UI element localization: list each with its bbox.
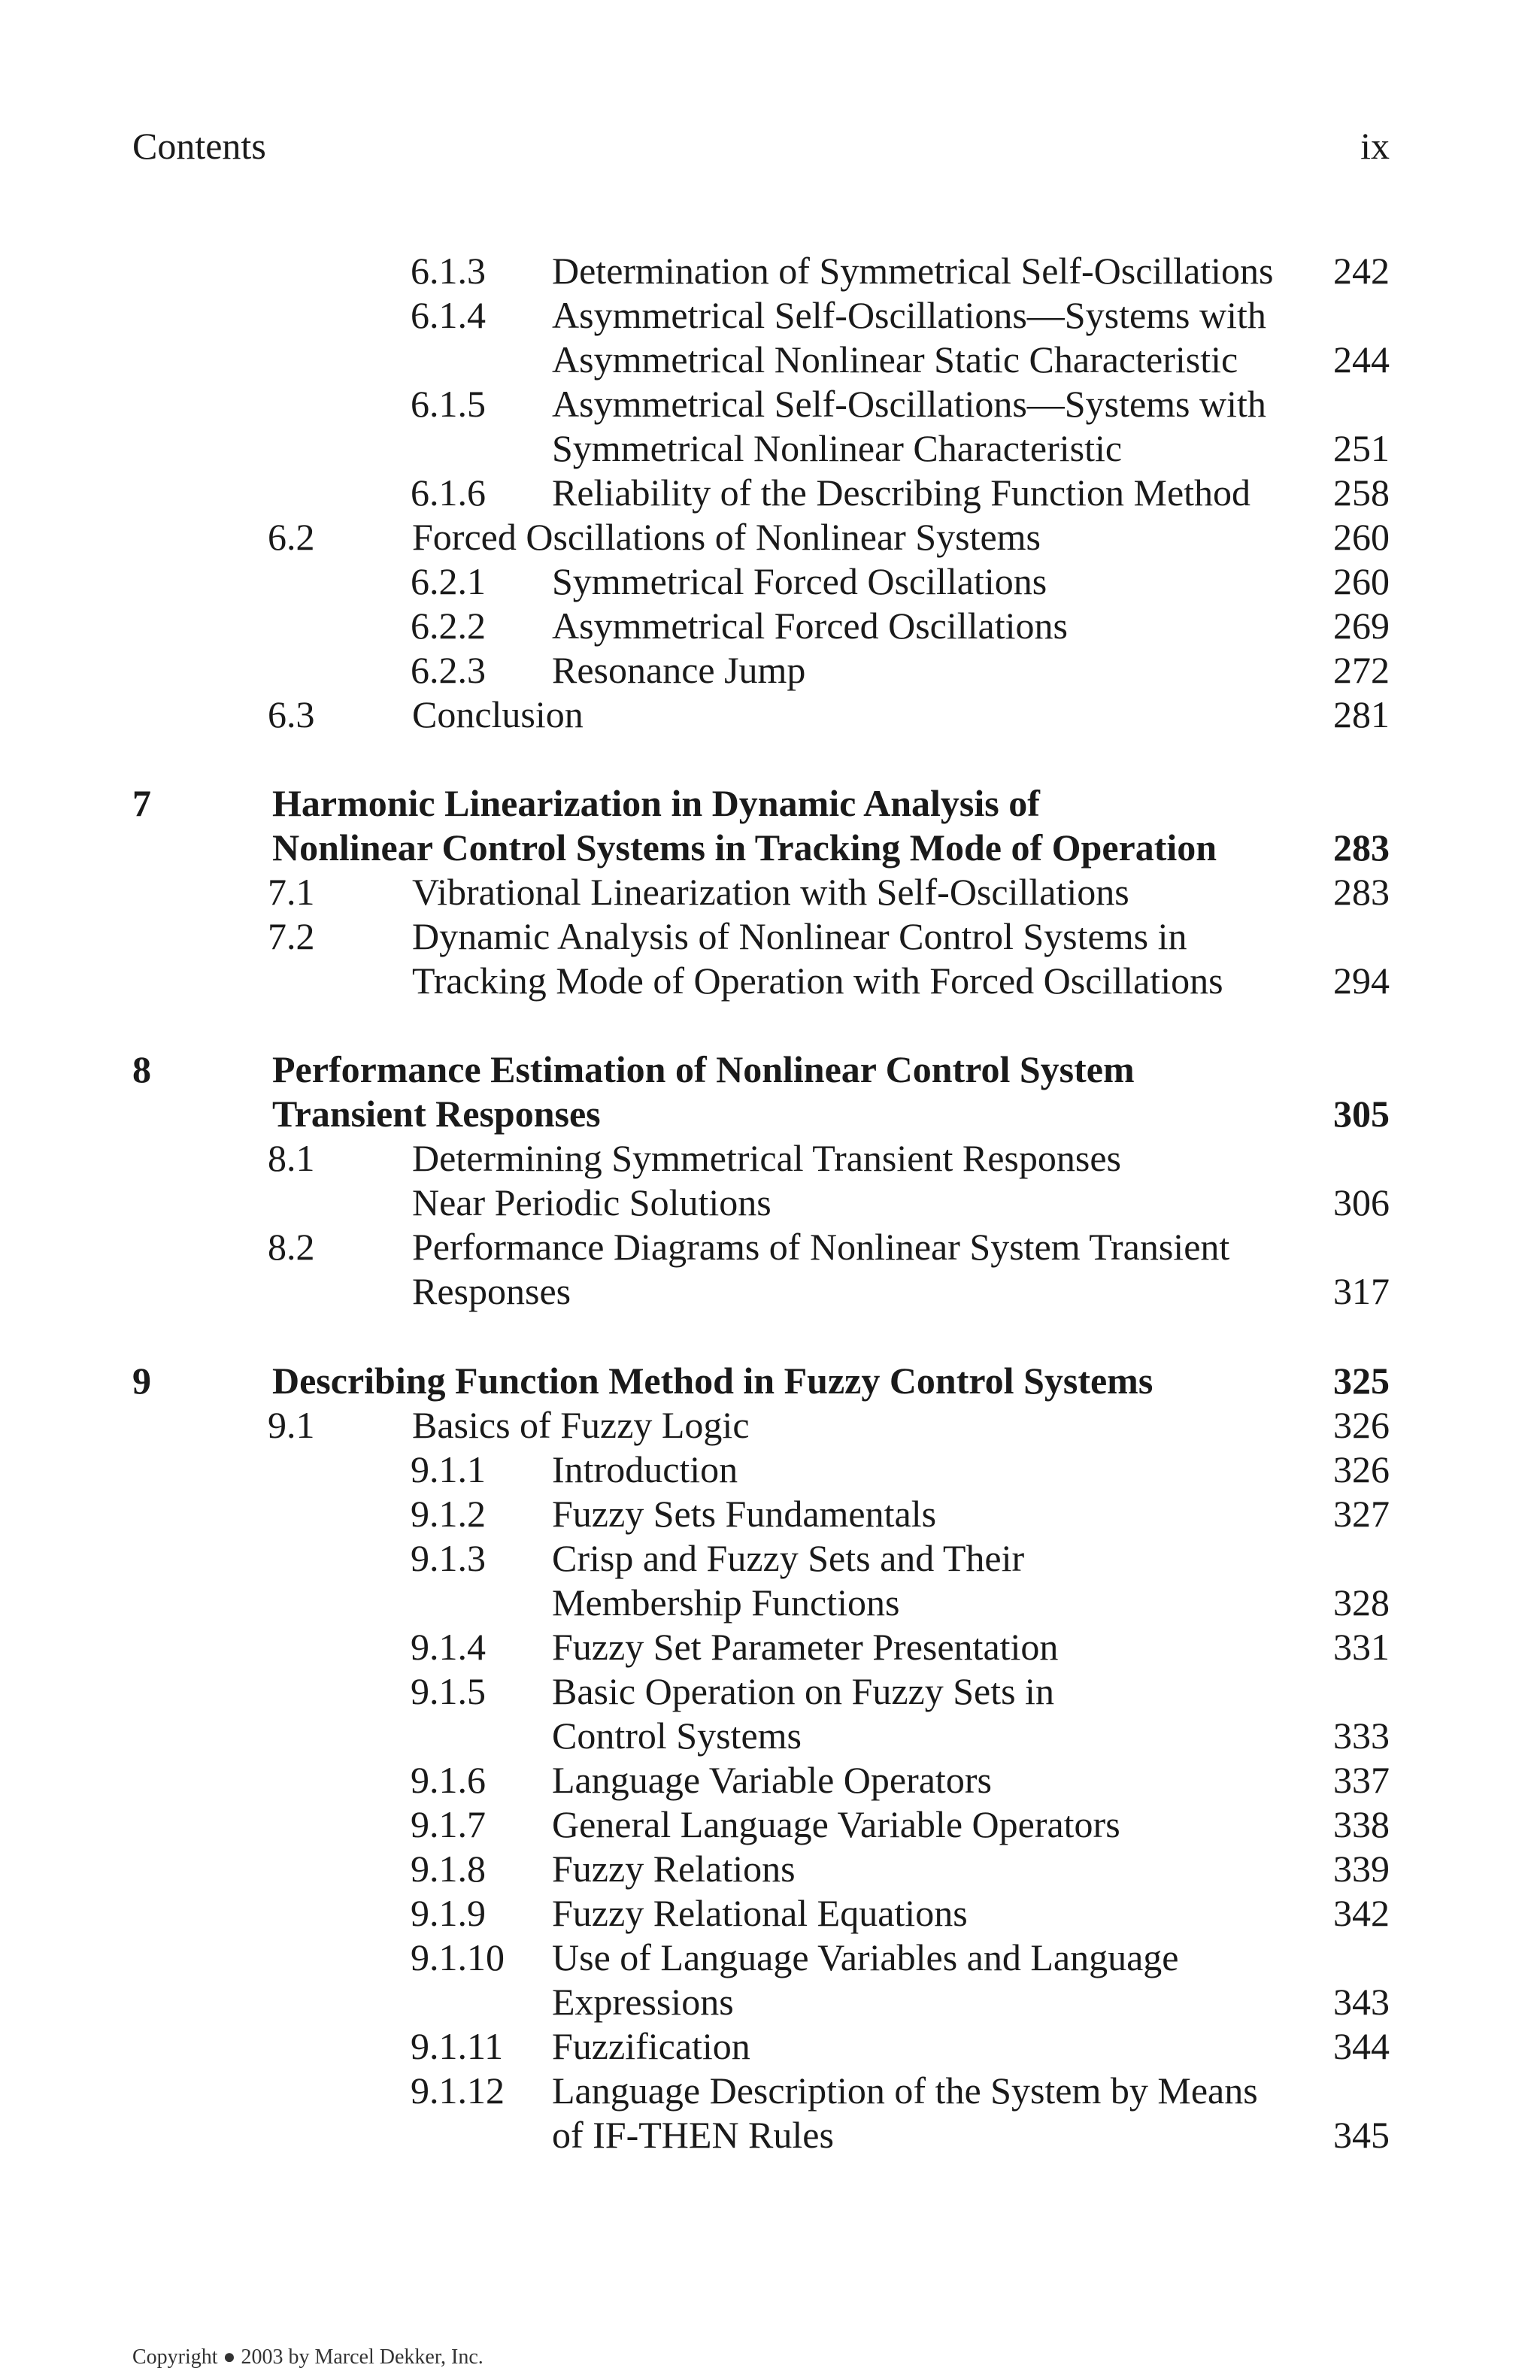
toc-entry xyxy=(0,1890,1540,1936)
toc-entry-page: 260 xyxy=(1333,516,1390,558)
toc-entry-title: Fuzzy Relational Equations xyxy=(552,1892,968,1934)
toc-entry-number: 7.2 xyxy=(268,915,315,957)
toc-entry-title: Asymmetrical Self-Oscillations—Systems with xyxy=(552,383,1266,425)
toc-entry-page: 306 xyxy=(1333,1181,1390,1223)
toc-entry-page: 269 xyxy=(1333,605,1390,647)
toc-entry-page: 294 xyxy=(1333,960,1390,1002)
toc-entry-number: 9.1.9 xyxy=(411,1892,486,1934)
toc-entry-number: 6.2.3 xyxy=(411,649,486,691)
toc-entry xyxy=(0,1224,1540,1269)
toc-entry-number: 9.1.12 xyxy=(411,2069,505,2112)
toc-entry-number: 9.1.2 xyxy=(411,1493,486,1535)
toc-entry-page: 283 xyxy=(1333,871,1390,913)
toc-entry-title: Membership Functions xyxy=(552,1581,900,1624)
toc-entry xyxy=(0,825,1540,870)
toc-entry-number: 9.1.6 xyxy=(411,1759,486,1801)
toc-entry-number: 6.2.2 xyxy=(411,605,486,647)
toc-entry xyxy=(0,914,1540,959)
toc-entry-title: Transient Responses xyxy=(272,1093,601,1135)
toc-entry-number: 9 xyxy=(132,1360,151,1402)
toc-entry-page: 260 xyxy=(1333,560,1390,602)
toc-entry-number: 9.1.3 xyxy=(411,1537,486,1579)
toc-entry-title: Fuzzy Set Parameter Presentation xyxy=(552,1626,1059,1668)
toc-entry-number: 9.1.8 xyxy=(411,1848,486,1890)
toc-entry-title: Asymmetrical Nonlinear Static Characteristic xyxy=(552,338,1238,380)
toc-entry xyxy=(0,2112,1540,2157)
toc-entry-page: 283 xyxy=(1333,826,1390,869)
toc-entry-number: 9.1.7 xyxy=(411,1803,486,1845)
toc-entry-number: 9.1.11 xyxy=(411,2025,504,2067)
toc-entry-title: Tracking Mode of Operation with Forced Oscillations xyxy=(412,960,1223,1002)
toc-entry-page: 325 xyxy=(1333,1360,1390,1402)
toc-entry-page: 242 xyxy=(1333,250,1390,292)
toc-entry-title: Control Systems xyxy=(552,1715,802,1757)
toc-entry xyxy=(0,1491,1540,1536)
toc-entry-title: Vibrational Linearization with Self-Oscillations xyxy=(412,871,1129,913)
toc-entry xyxy=(0,514,1540,559)
copyright-footer: Copyright ● 2003 by Marcel Dekker, Inc. xyxy=(132,2345,484,2369)
toc-entry-title: Conclusion xyxy=(412,693,584,735)
toc-entry xyxy=(0,647,1540,693)
toc-entry xyxy=(0,1269,1540,1314)
toc-entry xyxy=(0,958,1540,1003)
toc-entry-number: 8.2 xyxy=(268,1226,315,1268)
toc-entry-title: Language Description of the System by Means xyxy=(552,2069,1258,2112)
toc-entry-number: 8 xyxy=(132,1048,151,1090)
toc-entry-number: 7 xyxy=(132,782,151,824)
toc-entry-title: Fuzzification xyxy=(552,2025,750,2067)
toc-entry-number: 6.1.5 xyxy=(411,383,486,425)
toc-entry-page: 281 xyxy=(1333,693,1390,735)
toc-entry-title: Asymmetrical Forced Oscillations xyxy=(552,605,1068,647)
toc-entry-page: 345 xyxy=(1333,2114,1390,2156)
toc-entry xyxy=(0,1358,1540,1403)
toc-entry-title: Forced Oscillations of Nonlinear Systems xyxy=(412,516,1041,558)
toc-entry xyxy=(0,381,1540,426)
toc-entry-page: 244 xyxy=(1333,338,1390,380)
toc-entry-title: Basic Operation on Fuzzy Sets in xyxy=(552,1670,1054,1712)
toc-entry xyxy=(0,293,1540,338)
toc-entry xyxy=(0,1935,1540,1980)
toc-entry xyxy=(0,781,1540,826)
page-number: ix xyxy=(1360,125,1390,167)
toc-entry-title: Describing Function Method in Fuzzy Control Systems xyxy=(272,1360,1153,1402)
toc-entry xyxy=(0,1802,1540,1847)
toc-entry-title: Resonance Jump xyxy=(552,649,806,691)
toc-entry-number: 9.1.4 xyxy=(411,1626,486,1668)
toc-entry xyxy=(0,1447,1540,1492)
toc-entry-title: Dynamic Analysis of Nonlinear Control Systems in xyxy=(412,915,1187,957)
toc-entry-title: Responses xyxy=(412,1270,571,1312)
toc-entry xyxy=(0,337,1540,382)
toc-entry-title: Symmetrical Forced Oscillations xyxy=(552,560,1047,602)
toc-entry-page: 331 xyxy=(1333,1626,1390,1668)
toc-entry xyxy=(0,1713,1540,1758)
toc-entry xyxy=(0,869,1540,914)
toc-entry xyxy=(0,1180,1540,1225)
toc-entry-page: 258 xyxy=(1333,471,1390,514)
toc-entry xyxy=(0,603,1540,648)
toc-entry xyxy=(0,1402,1540,1448)
toc-entry-page: 326 xyxy=(1333,1448,1390,1490)
toc-entry-page: 317 xyxy=(1333,1270,1390,1312)
toc-entry-title: Basics of Fuzzy Logic xyxy=(412,1404,750,1446)
toc-entry-title: Performance Estimation of Nonlinear Control System xyxy=(272,1048,1135,1090)
toc-entry-title: Use of Language Variables and Language xyxy=(552,1936,1179,1978)
toc-entry-title: Reliability of the Describing Function Method xyxy=(552,471,1251,514)
toc-entry xyxy=(0,1624,1540,1669)
toc-entry-number: 6.1.4 xyxy=(411,294,486,336)
toc-entry-title: Determination of Symmetrical Self-Oscillations xyxy=(552,250,1274,292)
toc-entry xyxy=(0,248,1540,293)
toc-entry-number: 6.3 xyxy=(268,693,315,735)
toc-entry xyxy=(0,1757,1540,1802)
toc-entry-page: 272 xyxy=(1333,649,1390,691)
toc-entry xyxy=(0,2068,1540,2113)
toc-entry-number: 6.1.3 xyxy=(411,250,486,292)
toc-entry-page: 251 xyxy=(1333,427,1390,469)
toc-entry-title: Fuzzy Relations xyxy=(552,1848,796,1890)
toc-entry-title: Determining Symmetrical Transient Responses xyxy=(412,1137,1121,1179)
toc-entry-title: General Language Variable Operators xyxy=(552,1803,1120,1845)
toc-entry-title: Introduction xyxy=(552,1448,738,1490)
toc-entry-title: Nonlinear Control Systems in Tracking Mode of Operation xyxy=(272,826,1217,869)
toc-entry-number: 6.1.6 xyxy=(411,471,486,514)
toc-entry-page: 328 xyxy=(1333,1581,1390,1624)
toc-entry-title: Harmonic Linearization in Dynamic Analysis of xyxy=(272,782,1040,824)
toc-entry-title: Expressions xyxy=(552,1981,734,2023)
toc-entry xyxy=(0,1669,1540,1714)
toc-entry xyxy=(0,1091,1540,1136)
toc-entry-title: Symmetrical Nonlinear Characteristic xyxy=(552,427,1123,469)
toc-entry-number: 7.1 xyxy=(268,871,315,913)
toc-entry-number: 9.1.5 xyxy=(411,1670,486,1712)
toc-entry-page: 342 xyxy=(1333,1892,1390,1934)
toc-entry-number: 6.2.1 xyxy=(411,560,486,602)
toc-entry-title: of IF-THEN Rules xyxy=(552,2114,834,2156)
toc-entry xyxy=(0,1536,1540,1581)
toc-entry-number: 9.1 xyxy=(268,1404,315,1446)
toc-entry-title: Crisp and Fuzzy Sets and Their xyxy=(552,1537,1025,1579)
toc-entry-page: 333 xyxy=(1333,1715,1390,1757)
toc-entry xyxy=(0,559,1540,604)
toc-entry-page: 337 xyxy=(1333,1759,1390,1801)
toc-entry-title: Near Periodic Solutions xyxy=(412,1181,772,1223)
toc-entry-page: 326 xyxy=(1333,1404,1390,1446)
toc-entry-page: 338 xyxy=(1333,1803,1390,1845)
toc-entry-title: Fuzzy Sets Fundamentals xyxy=(552,1493,937,1535)
toc-entry-title: Performance Diagrams of Nonlinear System Transient xyxy=(412,1226,1230,1268)
toc-entry-number: 8.1 xyxy=(268,1137,315,1179)
toc-entry-number: 9.1.10 xyxy=(411,1936,505,1978)
toc-entry-title: Language Variable Operators xyxy=(552,1759,992,1801)
toc-entry-page: 339 xyxy=(1333,1848,1390,1890)
toc-entry-page: 344 xyxy=(1333,2025,1390,2067)
toc-entry-page: 305 xyxy=(1333,1093,1390,1135)
toc-entry-number: 6.2 xyxy=(268,516,315,558)
toc-entry xyxy=(0,470,1540,515)
toc-entry xyxy=(0,692,1540,737)
toc-entry-number: 9.1.1 xyxy=(411,1448,486,1490)
toc-entry-page: 327 xyxy=(1333,1493,1390,1535)
toc-entry xyxy=(0,1135,1540,1181)
toc-entry xyxy=(0,1047,1540,1092)
toc-entry-page: 343 xyxy=(1333,1981,1390,2023)
toc-entry xyxy=(0,426,1540,471)
page-header-title: Contents xyxy=(132,125,266,167)
toc-entry xyxy=(0,1580,1540,1625)
toc-entry-title: Asymmetrical Self-Oscillations—Systems with xyxy=(552,294,1266,336)
toc-entry xyxy=(0,2024,1540,2069)
toc-entry xyxy=(0,1979,1540,2024)
toc-entry xyxy=(0,1846,1540,1891)
